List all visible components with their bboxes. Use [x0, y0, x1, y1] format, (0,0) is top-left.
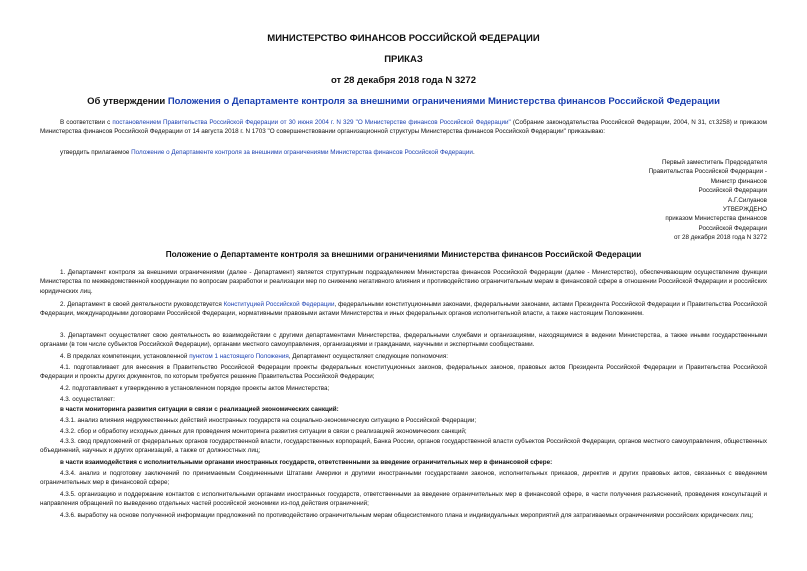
order-title-prefix: Об утверждении [87, 96, 168, 107]
p2-text-a: 2. Департамент в своей деятельности руководствуется [60, 301, 224, 308]
section-monitoring: в части мониторинга развития ситуации в связи с реализацией экономических санкций: [60, 406, 339, 413]
signature-line: Правительства Российской Федерации - [648, 168, 767, 176]
preamble-text-b: (Собрание законодательства Российской Федерации, 2004, N 31, ст.3258) и приказом Министерства финансов Российской Федерации от 14 августа 2018 г. N 1703 "О совершенствовании организационной структуры Министерства финансов Российской Федерации" приказываю: [40, 119, 767, 136]
p4-text-a: 4. В пределах компетенции, установленной [60, 353, 190, 360]
regulation-paragraph-4 [40, 352, 767, 361]
approve-text-b: . [472, 149, 475, 156]
order-title [0, 96, 807, 107]
regulation-paragraph-4-3-5: 4.3.5. организацию и поддержание контактов с исполнительными органами иностранных государств, ответственными за введение ограничительных мер в финансовой сфере, в части получения разъяснений, проведения консультаций и направления обращений по выведению отдельных частей российской экономики из-под действия ограничений; [40, 491, 767, 508]
regulation-paragraph-4-3-6: 4.3.6. выработку на основе полученной информации предложений по противодействию ограничительным мерам общесистемного плана и индивидуальных мероприятий для затрагиваемых ограничениями российских юридических лиц; [60, 512, 754, 519]
approved-regulation-link[interactable]: Положение о Департаменте контроля за внешними ограничениями Министерства финансов Российской Федерации [131, 149, 473, 156]
regulation-paragraph-2 [40, 300, 767, 319]
regulation-title: Положение о Департаменте контроля за внешними ограничениями Министерства финансов Российской Федерации [165, 250, 642, 259]
government-decree-link[interactable]: постановлением Правительства Российской Федерации от 30 июня 2004 г. N 329 "О Министерстве финансов Российской Федерации" [112, 119, 511, 126]
regulation-paragraph-4-3-1: 4.3.1. анализ влияния недружественных действий иностранных государств на социально-экономическую ситуацию в Российской Федерации; [60, 417, 477, 424]
regulation-paragraph-4-3: 4.3. осуществляет: [60, 396, 115, 403]
regulation-paragraph-1: 1. Департамент контроля за внешними ограничениями (далее - Департамент) является структурным подразделением Министерства финансов Российской Федерации (далее - Министерство), обеспечивающим осуществление функции Министерства по межведомственной координации по вопросам разработки и реализации мер по снижению негативного влияния и противодействию ограничительным мерам в финансовой сфере в отношении Российской Федерации и российских юридических лиц. [40, 269, 767, 295]
approve-text-a: утвердить прилагаемое [60, 149, 132, 156]
approval-line: Российской Федерации [698, 224, 767, 232]
regulation-paragraph-4-3-2: 4.3.2. сбор и обработку исходных данных для проведения мониторинга развития ситуации в связи с реализацией экономических санкций; [60, 428, 467, 435]
point-1-link[interactable]: пунктом 1 настоящего Положения [189, 353, 289, 360]
p2-text-b: , федеральными конституционными законами, федеральными законами, актами Президента Российской Федерации и Правительства Российской Федерации, международными договорами Российской Федерации, нормативными правовыми актами Министерства и иных федеральных органов исполнительной власти, а также настоящим Положением. [40, 301, 768, 318]
preamble-text-a: В соответствии с [60, 119, 113, 126]
constitution-link[interactable]: Конституцией Российской Федерации [223, 301, 335, 308]
signature-block [567, 158, 767, 243]
signature-line: Российской Федерации [698, 187, 767, 195]
order-type-heading: ПРИКАЗ [384, 54, 423, 65]
ministry-heading: МИНИСТЕРСТВО ФИНАНСОВ РОССИЙСКОЙ ФЕДЕРАЦИИ [267, 33, 540, 44]
regulation-paragraph-4-3-4: 4.3.4. анализ и подготовку заключений по принимаемым Соединенными Штатами Америки и другими иностранными государствами законов, исполнительных приказов, директив и других правовых актов, связанных с введением ограничительных мер в финансовой сфере; [40, 470, 767, 487]
p4-text-b: , Департамент осуществляет следующие полномочия: [288, 353, 448, 360]
regulation-paragraph-3: 3. Департамент осуществляет свою деятельность во взаимодействии с другими департаментами Министерства, федеральными службами и организациями, находящимися в ведении Министерства, а также иными государственными органами (в том числе субъектов Российской Федерации), органами местного самоуправления, организациями и гражданами, научными и экспертными сообществами. [40, 332, 767, 349]
approve-paragraph [40, 148, 767, 157]
approval-date: от 28 декабря 2018 года N 3272 [673, 234, 767, 242]
signature-name: А.Г.Силуанов [728, 196, 767, 204]
regulation-paragraph-4-3-3: 4.3.3. свод предложений от федеральных органов государственной власти, государственных корпораций, Банка России, органов государственной власти субъектов Российской Федерации, органов местного самоуправления, общественных объединений, научных и других организаций, а также от должностных лиц; [40, 438, 767, 455]
regulation-paragraph-4-1: 4.1. подготавливает для внесения в Правительство Российской Федерации проекты федеральных конституционных законов, федеральных законов, правовых актов Президента Российской Федерации и Правительства Российской Федерации и проекты других документов, по которым требуется решение Правительства Российской Федерации; [40, 364, 767, 381]
approval-stamp: УТВЕРЖДЕНО [722, 206, 767, 214]
regulation-link[interactable]: Положения о Департаменте контроля за внешними ограничениями Министерства финансов Российской Федерации [167, 96, 720, 107]
signature-line: Министр финансов [710, 177, 767, 185]
order-date-heading: от 28 декабря 2018 года N 3272 [330, 75, 476, 86]
approval-line: приказом Министерства финансов [665, 215, 767, 223]
signature-line: Первый заместитель Председателя [661, 159, 767, 166]
section-interaction: в части взаимодействия с исполнительными органами иностранных государств, ответственными за введение ограничительных мер в финансовой сфере: [60, 459, 553, 466]
regulation-paragraph-4-2: 4.2. подготавливает к утверждению в установленном порядке проекты актов Министерства; [60, 385, 330, 392]
preamble-paragraph [40, 118, 767, 137]
